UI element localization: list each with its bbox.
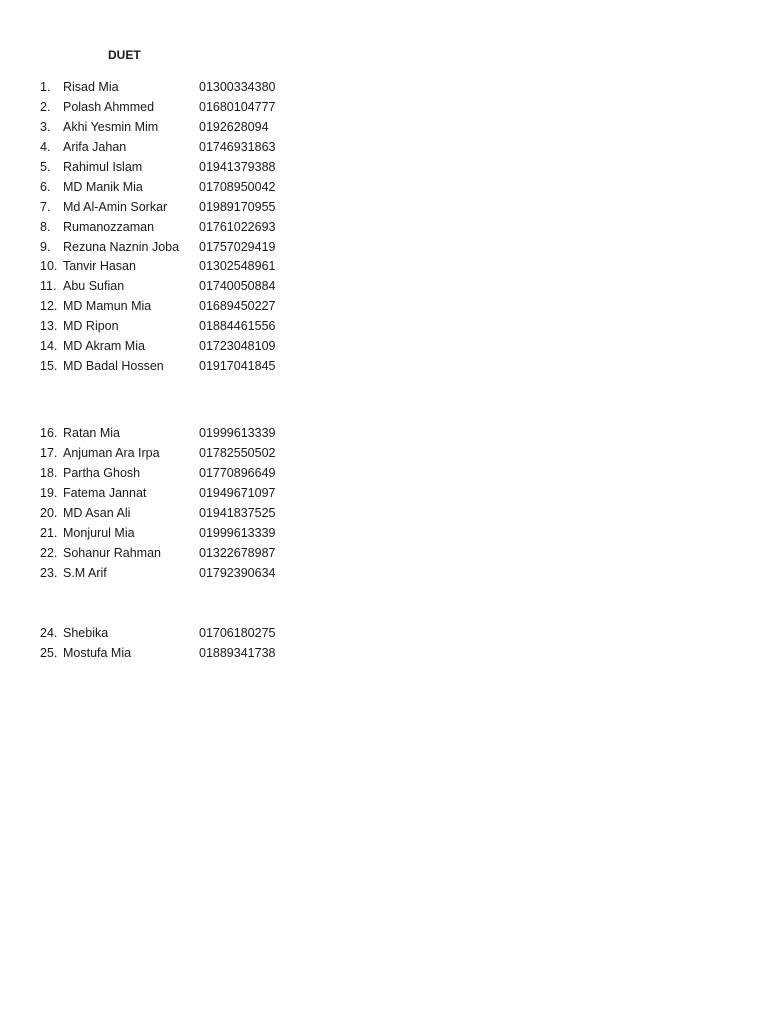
contact-name: MD Mamun Mia	[63, 299, 152, 314]
row-number: 16.	[40, 426, 58, 440]
row-number: 11.	[40, 279, 57, 294]
contact-name: Risad Mia	[63, 80, 119, 94]
contact-phone: 01889341738	[199, 645, 276, 660]
contact-name: Md Al-Amin Sorkar	[63, 199, 168, 214]
contact-phone: 01949671097	[199, 485, 276, 500]
contact-phone: 01782550502	[199, 445, 276, 460]
contact-name: Abu Sufian	[63, 279, 125, 294]
contact-name: Ratan Mia	[63, 426, 120, 440]
contact-phone: 01941379388	[199, 159, 276, 174]
row-number: 21.	[40, 525, 58, 540]
row-number: 20.	[40, 505, 58, 520]
contact-phone: 01989170955	[199, 199, 276, 214]
row-number: 3.	[40, 119, 51, 134]
row-number: 15.	[40, 359, 58, 374]
contact-phone: 01941837525	[199, 505, 276, 520]
contact-phone: 01322678987	[199, 545, 276, 560]
row-number: 24.	[40, 626, 58, 640]
row-number: 1.	[40, 80, 51, 94]
row-number: 25.	[40, 645, 58, 660]
row-number: 4.	[40, 139, 51, 154]
row-number: 14.	[40, 339, 58, 354]
contact-name: Monjurul Mia	[63, 525, 135, 540]
contact-phone: 01706180275	[199, 626, 276, 640]
contact-name: Rahimul Islam	[63, 159, 143, 174]
contact-phone: 01740050884	[199, 279, 276, 294]
contact-name: Shebika	[63, 626, 109, 640]
contact-name: Rezuna Naznin Joba	[63, 239, 180, 254]
contact-name: MD Asan Ali	[63, 505, 131, 520]
contact-name: Mostufa Mia	[63, 645, 132, 660]
contact-name: Rumanozzaman	[63, 219, 155, 234]
row-number: 2.	[40, 99, 51, 114]
row-number: 13.	[40, 319, 58, 334]
row-number: 12.	[40, 299, 58, 314]
contact-phone: 01757029419	[199, 239, 276, 254]
document-title: DUET	[108, 48, 141, 62]
contact-phone: 0192628094	[199, 119, 269, 134]
contact-name: MD Badal Hossen	[63, 359, 164, 374]
contact-phone: 01689450227	[199, 299, 276, 314]
contact-name: Polash Ahmmed	[63, 99, 155, 114]
contact-phone: 01999613339	[199, 525, 276, 540]
row-number: 19.	[40, 485, 58, 500]
contact-name: MD Akram Mia	[63, 339, 145, 354]
contact-name: MD Ripon	[63, 319, 119, 334]
contact-phone: 01302548961	[199, 259, 276, 274]
contact-phone: 01300334380	[199, 80, 276, 94]
contact-name: Akhi Yesmin Mim	[63, 119, 159, 134]
contact-name: Arifa Jahan	[63, 139, 127, 154]
contact-phone: 01792390634	[199, 565, 276, 580]
contact-phone: 01884461556	[199, 319, 276, 334]
row-number: 9.	[40, 239, 51, 254]
contact-name: Tanvir Hasan	[63, 259, 136, 274]
contact-name: S.M Arif	[63, 565, 107, 580]
row-number: 10.	[40, 259, 58, 274]
contact-name: Partha Ghosh	[63, 465, 141, 480]
row-number: 7.	[40, 199, 51, 214]
row-number: 18.	[40, 465, 58, 480]
contact-phone: 01746931863	[199, 139, 276, 154]
row-number: 22.	[40, 545, 58, 560]
contact-name: Fatema Jannat	[63, 485, 147, 500]
contact-phone: 01761022693	[199, 219, 276, 234]
contact-phone: 01723048109	[199, 339, 276, 354]
contact-phone: 01708950042	[199, 179, 276, 194]
row-number: 23.	[40, 565, 58, 580]
contact-phone: 01917041845	[199, 359, 276, 374]
row-number: 6.	[40, 179, 51, 194]
row-number: 17.	[40, 445, 58, 460]
row-number: 5.	[40, 159, 51, 174]
contact-phone: 01770896649	[199, 465, 276, 480]
contact-name: MD Manik Mia	[63, 179, 143, 194]
contact-name: Sohanur Rahman	[63, 545, 161, 560]
contact-phone: 01999613339	[199, 426, 276, 440]
contact-phone: 01680104777	[199, 99, 276, 114]
contact-name: Anjuman Ara Irpa	[63, 445, 160, 460]
row-number: 8.	[40, 219, 51, 234]
